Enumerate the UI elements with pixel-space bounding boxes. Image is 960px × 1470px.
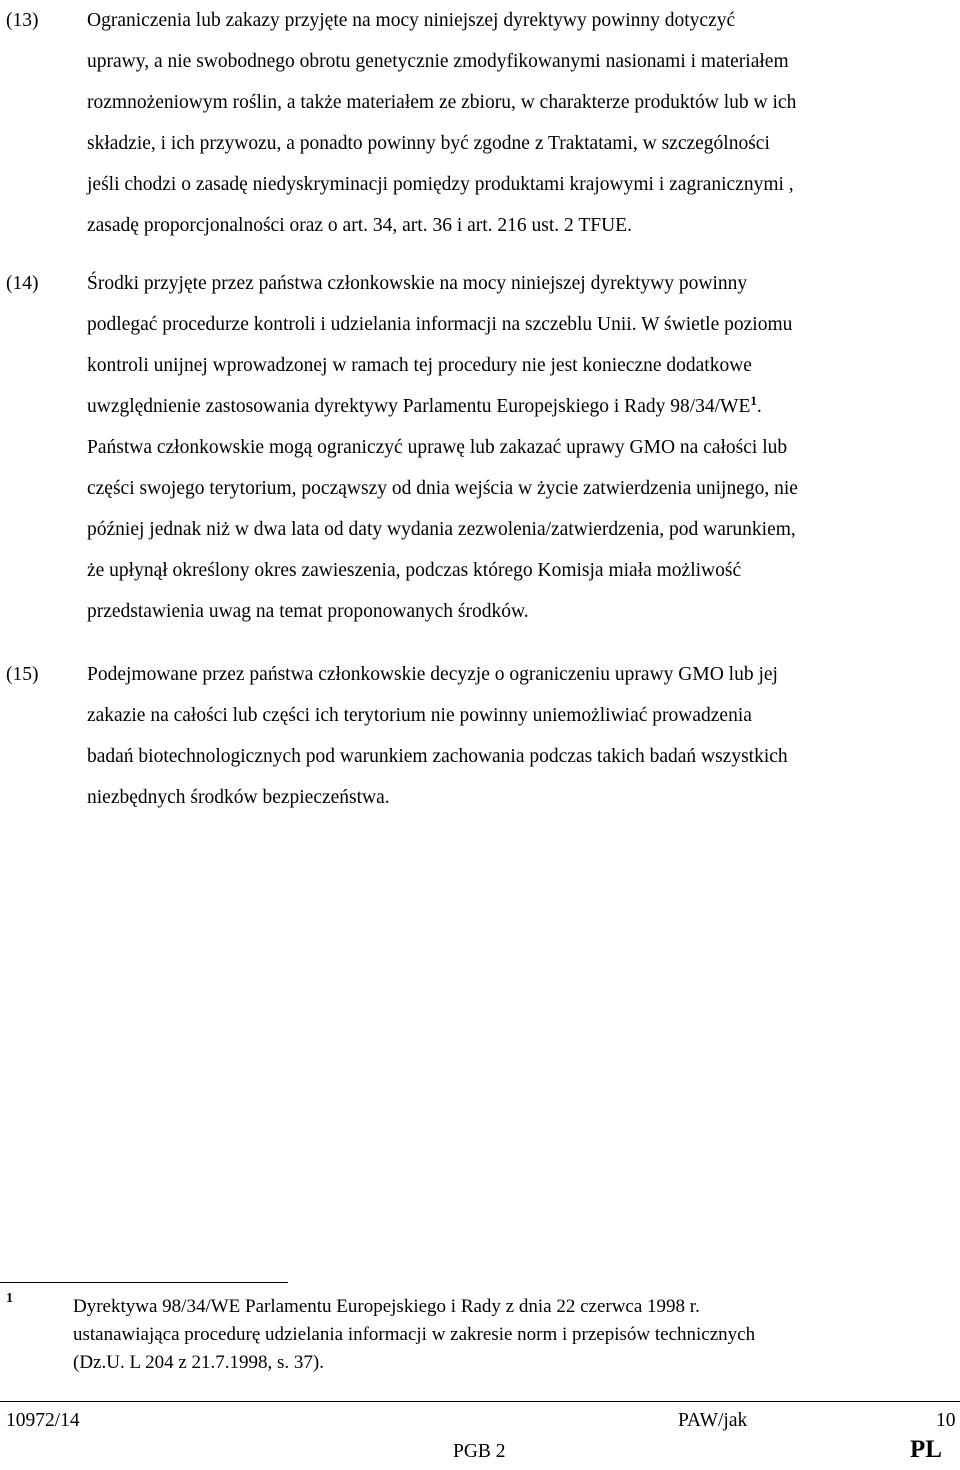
paragraph-text [87,654,957,818]
text-line: badań biotechnologicznych pod warunkiem zachowania podczas takich badań wszystkich [87,746,788,767]
text-line: Państwa członkowskie mogą ograniczyć uprawę lub zakazać uprawy GMO na całości lub [87,437,788,458]
paragraph-number: (13) [6,10,39,31]
paragraph-text [87,0,957,246]
footnote-text [73,1293,755,1377]
footer-language-code: PL [910,1436,942,1463]
text-line: podlegać procedurze kontroli i udzielania informacji na szczeblu Unii. W świetle poziomu [87,314,793,335]
text-line: Ograniczenia lub zakazy przyjęte na mocy niniejszej dyrektywy powinny dotyczyć [87,10,736,31]
footer-directorate: PGB 2 [453,1441,506,1462]
text-line: Środki przyjęte przez państwa członkowskie na mocy niniejszej dyrektywy powinny [87,273,748,294]
footer-page-number: 10 [936,1410,956,1431]
text-segment: . [756,396,762,417]
text-line: zasadę proporcjonalności oraz o art. 34, art. 36 i art. 216 ust. 2 TFUE. [87,215,632,236]
footer-separator [0,1401,960,1402]
text-segment: uwzględnienie zastosowania dyrektywy Parlamentu Europejskiego i Rady 98/34/WE [87,396,751,417]
text-line: przedstawienia uwag na temat proponowanych środków. [87,601,529,622]
text-line: później jednak niż w dwa lata od daty wydania zezwolenia/zatwierdzenia, pod warunkiem, [87,519,796,540]
footnote-number: 1 [6,1291,13,1306]
text-line: Podejmowane przez państwa członkowskie decyzje o ograniczeniu uprawy GMO lub jej [87,664,778,685]
paragraph-text [87,263,957,632]
text-line: części swojego terytorium, począwszy od dnia wejścia w życie zatwierdzenia unijnego, nie [87,478,798,499]
text-line: uprawy, a nie swobodnego obrotu genetycznie zmodyfikowanymi nasionami i materiałem [87,51,789,72]
text-line: rozmnożeniowym roślin, a także materiałem ze zbioru, w charakterze produktów lub w ich [87,92,797,113]
text-line: składzie, i ich przywozu, a ponadto powinny być zgodne z Traktatami, w szczególności [87,133,770,154]
text-line: jeśli chodzi o zasadę niedyskryminacji pomiędzy produktami krajowymi i zagranicznymi , [87,174,794,195]
footnote-line: (Dz.U. L 204 z 21.7.1998, s. 37). [73,1352,325,1373]
footnote-separator [0,1282,288,1283]
text-line: zakazie na całości lub części ich terytorium nie powinny uniemożliwiać prowadzenia [87,705,752,726]
footnote-line: Dyrektywa 98/34/WE Parlamentu Europejskiego i Rady z dnia 22 czerwca 1998 r. [73,1296,700,1317]
text-line-with-footnote [87,386,957,427]
footer-document-number: 10972/14 [6,1410,80,1431]
footnote-line: ustanawiająca procedurę udzielania informacji w zakresie norm i przepisów technicznych [73,1324,756,1345]
paragraph-number: (14) [6,273,39,294]
text-line: że upłynął określony okres zawieszenia, podczas którego Komisja miała możliwość [87,560,742,581]
footer-reference: PAW/jak [678,1410,748,1431]
footnote-reference[interactable]: 1 [750,393,757,408]
text-line: niezbędnych środków bezpieczeństwa. [87,787,390,808]
text-line: kontroli unijnej wprowadzonej w ramach tej procedury nie jest konieczne dodatkowe [87,355,752,376]
paragraph-number: (15) [6,664,39,685]
